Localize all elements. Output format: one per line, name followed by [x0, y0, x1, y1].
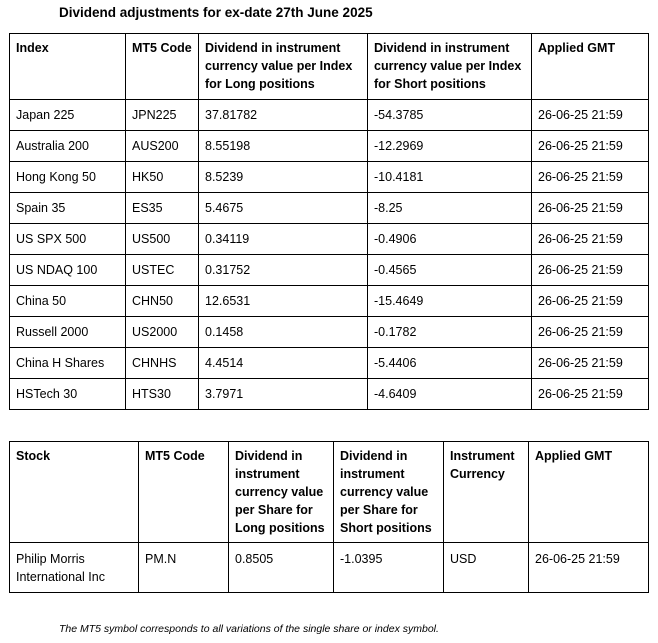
header-instrument-currency: Instrument Currency [444, 442, 529, 543]
cell-index: China H Shares [10, 348, 126, 379]
cell-short-dividend: -0.4565 [368, 255, 532, 286]
cell-instrument-currency: USD [444, 543, 529, 593]
cell-mt5-code: ES35 [126, 193, 199, 224]
cell-long-dividend: 0.31752 [199, 255, 368, 286]
cell-applied-gmt: 26-06-25 21:59 [532, 317, 649, 348]
cell-mt5-code: PM.N [139, 543, 229, 593]
cell-applied-gmt: 26-06-25 21:59 [532, 193, 649, 224]
header-short-dividend: Dividend in instrument currency value per Index for Short positions [368, 34, 532, 100]
table-row [10, 286, 649, 317]
cell-short-dividend: -8.25 [368, 193, 532, 224]
table-row [10, 162, 649, 193]
cell-applied-gmt: 26-06-25 21:59 [532, 131, 649, 162]
cell-index: Australia 200 [10, 131, 126, 162]
cell-index: HSTech 30 [10, 379, 126, 410]
cell-applied-gmt: 26-06-25 21:59 [532, 100, 649, 131]
cell-long-dividend: 3.7971 [199, 379, 368, 410]
cell-mt5-code: US500 [126, 224, 199, 255]
table-row [10, 131, 649, 162]
cell-applied-gmt: 26-06-25 21:59 [529, 543, 649, 593]
header-applied-gmt: Applied GMT [532, 34, 649, 100]
cell-mt5-code: CHN50 [126, 286, 199, 317]
cell-long-dividend: 37.81782 [199, 100, 368, 131]
cell-long-dividend: 12.6531 [199, 286, 368, 317]
cell-mt5-code: AUS200 [126, 131, 199, 162]
cell-index: China 50 [10, 286, 126, 317]
cell-short-dividend: -54.3785 [368, 100, 532, 131]
cell-index: Spain 35 [10, 193, 126, 224]
table-row [10, 255, 649, 286]
cell-mt5-code: HK50 [126, 162, 199, 193]
header-long-dividend: Dividend in instrument currency value per Share for Long positions [229, 442, 334, 543]
footnote: The MT5 symbol corresponds to all variations of the single share or index symbol. [59, 623, 439, 635]
cell-applied-gmt: 26-06-25 21:59 [532, 224, 649, 255]
cell-index: US NDAQ 100 [10, 255, 126, 286]
cell-applied-gmt: 26-06-25 21:59 [532, 255, 649, 286]
page-title: Dividend adjustments for ex-date 27th June 2025 [59, 5, 373, 20]
index-table-header-row [10, 34, 649, 100]
cell-long-dividend: 8.5239 [199, 162, 368, 193]
cell-long-dividend: 0.8505 [229, 543, 334, 593]
cell-applied-gmt: 26-06-25 21:59 [532, 348, 649, 379]
cell-short-dividend: -0.1782 [368, 317, 532, 348]
header-index: Index [10, 34, 126, 100]
cell-index: Russell 2000 [10, 317, 126, 348]
stock-dividend-table [9, 441, 649, 593]
cell-short-dividend: -15.4649 [368, 286, 532, 317]
table-row [10, 100, 649, 131]
cell-long-dividend: 0.1458 [199, 317, 368, 348]
header-long-dividend: Dividend in instrument currency value per Index for Long positions [199, 34, 368, 100]
cell-mt5-code: HTS30 [126, 379, 199, 410]
cell-long-dividend: 4.4514 [199, 348, 368, 379]
index-dividend-table [9, 33, 649, 410]
cell-mt5-code: CHNHS [126, 348, 199, 379]
table-row [10, 224, 649, 255]
cell-applied-gmt: 26-06-25 21:59 [532, 286, 649, 317]
cell-short-dividend: -12.2969 [368, 131, 532, 162]
cell-applied-gmt: 26-06-25 21:59 [532, 162, 649, 193]
header-mt5-code: MT5 Code [139, 442, 229, 543]
table-row [10, 193, 649, 224]
header-mt5-code: MT5 Code [126, 34, 199, 100]
cell-long-dividend: 0.34119 [199, 224, 368, 255]
cell-mt5-code: US2000 [126, 317, 199, 348]
cell-mt5-code: JPN225 [126, 100, 199, 131]
table-row [10, 317, 649, 348]
cell-index: Japan 225 [10, 100, 126, 131]
cell-index: US SPX 500 [10, 224, 126, 255]
cell-short-dividend: -0.4906 [368, 224, 532, 255]
header-applied-gmt: Applied GMT [529, 442, 649, 543]
cell-stock: Philip Morris International Inc [10, 543, 139, 593]
table-row [10, 543, 649, 593]
cell-long-dividend: 5.4675 [199, 193, 368, 224]
cell-short-dividend: -10.4181 [368, 162, 532, 193]
header-stock: Stock [10, 442, 139, 543]
header-short-dividend: Dividend in instrument currency value per Share for Short positions [334, 442, 444, 543]
stock-table-header-row [10, 442, 649, 543]
table-row [10, 348, 649, 379]
cell-long-dividend: 8.55198 [199, 131, 368, 162]
cell-short-dividend: -1.0395 [334, 543, 444, 593]
cell-mt5-code: USTEC [126, 255, 199, 286]
table-row [10, 379, 649, 410]
cell-short-dividend: -4.6409 [368, 379, 532, 410]
cell-applied-gmt: 26-06-25 21:59 [532, 379, 649, 410]
cell-short-dividend: -5.4406 [368, 348, 532, 379]
cell-index: Hong Kong 50 [10, 162, 126, 193]
